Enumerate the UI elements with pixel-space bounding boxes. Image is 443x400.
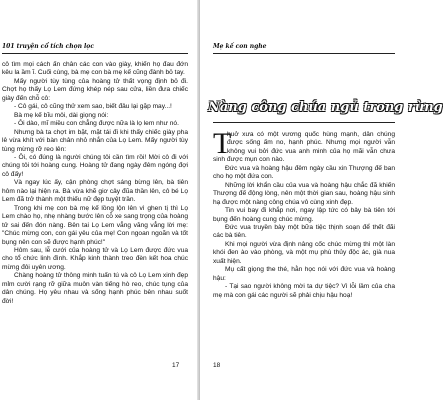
right-page-number: 18 (213, 362, 221, 369)
left-page (0, 0, 200, 400)
paragraph: huở xưa có một vương quốc hùng mạnh, dân chúng được sống ấm no, hạnh phúc. Nhưng mọi người vẫn không vui bởi đức vua anh minh của họ mãi vẫn chưa sinh được mụn con nào. (213, 131, 395, 164)
paragraph: Nhưng bà ta chợt im bặt, mặt tái đi khi thấy chiếc giày pha lê vừa khít với bàn chân nhỏ nhắn của Lọ Lem. Mấy người tùy tùng mừng rỡ reo lên: (2, 128, 188, 153)
paragraph: Và ngay lúc ấy, cận phòng chợt sáng bừng lên, bà tiên hôm nào lại hiện ra. Bà vừa khẽ giơ cây đũa thần lên, cô bé Lọ Lem đã trở thành một thiếu nữ đẹp tuyệt trần. (2, 179, 188, 204)
paragraph: Tin vui bay đi khắp nơi, ngay lập tức có bảy bà tiên tới bụng đến hoàng cung chúc mừng. (213, 207, 395, 223)
paragraph: - Cô gái, cô cũng thử xem sao, biết đâu lại gặp may...! (14, 103, 172, 111)
title-divider (213, 122, 395, 123)
paragraph: Mụ cất giọng the thé, hằn học nói với đức vua và hoàng hậu: (213, 266, 395, 282)
left-page-body (2, 61, 188, 336)
paragraph: Bà mẹ kế bĩu môi, dài giọng nói: (14, 111, 109, 119)
left-page-number: 17 (172, 362, 180, 369)
drop-cap-spacer (213, 131, 227, 153)
paragraph: Khi mọi người vừa định nâng cốc chúc mừng thì một làn khói đen ào vào phòng, và một mụ phù thủy độc ác, già nua xuất hiện. (213, 240, 395, 265)
paragraph: - Tại sao người không mời ta dự tiệc? Vì lỗi lầm của cha mẹ mà con gái các người sẽ phải chịu hậu hoạ! (213, 283, 395, 299)
right-header-divider (213, 53, 395, 54)
paragraph: cô tìm mọi cách ấn chân các con vào giày, khiến họ đau đớn kêu la ầm ĩ. Cuối cùng, bà mẹ con bà mẹ kế cũng đành bỏ tay. (2, 61, 188, 77)
left-page-header: 101 truyện cổ tích chọn lọc (2, 43, 94, 50)
paragraph: Chàng hoàng tử thông minh tuấn tú và cô Lọ Lem xinh đẹp mỉm cười rạng rỡ giữa muôn vàn tiếng hò reo, chúc tụng của dân chúng. Họ yêu nhau và sống hạnh phúc bên nhau suốt đời! (2, 272, 188, 305)
right-page-body (213, 127, 395, 356)
right-page (200, 0, 443, 400)
paragraph: Trong khi mẹ con bà mẹ kế lồng lộn lên vì ghen tị thì Lọ Lem chào họ, nhẹ nhàng bước lên cỗ xe sang trọng của hoàng tử sai đến đón nàng. Bên tai Lọ Lem vẳng văng vẳng lời mẹ: "Chúc mừng con, con gái yêu của mẹ! Con ngoan ngoãn và tốt bụng nên con sẽ được hạnh phúc!" (2, 204, 188, 246)
paragraph: Hôm sau, lễ cưới của hoàng tử và Lọ Lem được đức vua cho tổ chức linh đình. Khắp kinh thành treo đèn kết hoa chúc mừng đôi uyên ương. (2, 246, 188, 271)
story-title: Nàng công chúa ngủ trong rừng (208, 100, 443, 115)
paragraph: - Ôi dào, mĩ miều con chẳng được nữa là lọ lem như nó. (14, 120, 179, 128)
paragraph: Những lời khẩn cầu của vua và hoàng hậu chắc đã khiến Thượng đế động lòng, nên một thời gian sau, hoàng hậu sinh hạ được một nàng công chúa vô cùng xinh đẹp. (213, 181, 395, 206)
paragraph: - Ôi, có đúng là người chúng tôi cần tìm rồi! Mời cô đi với chúng tôi tới hoàng cung. Hoàng tử đang ngày đêm ngóng đợi cô đấy! (2, 153, 188, 178)
paragraph: Đức vua và hoàng hậu đêm ngày cầu xin Thượng đế ban cho họ một đứa con. (213, 164, 395, 181)
paragraph: Đức vua truyền bày một bữa tiệc thịnh soạn để thết đãi các bà tiên. (213, 223, 395, 240)
paragraph: Mấy người tùy tùng của hoàng tử thất vọng định bỏ đi. Chợt họ thấy Lọ Lem đứng khép nép sau cửa, liền đưa chiếc giày đến chỗ cô: (2, 77, 188, 102)
left-header-divider (2, 53, 188, 54)
right-page-header: Mẹ kế con nghe (213, 43, 267, 50)
drop-cap: T (213, 127, 232, 160)
